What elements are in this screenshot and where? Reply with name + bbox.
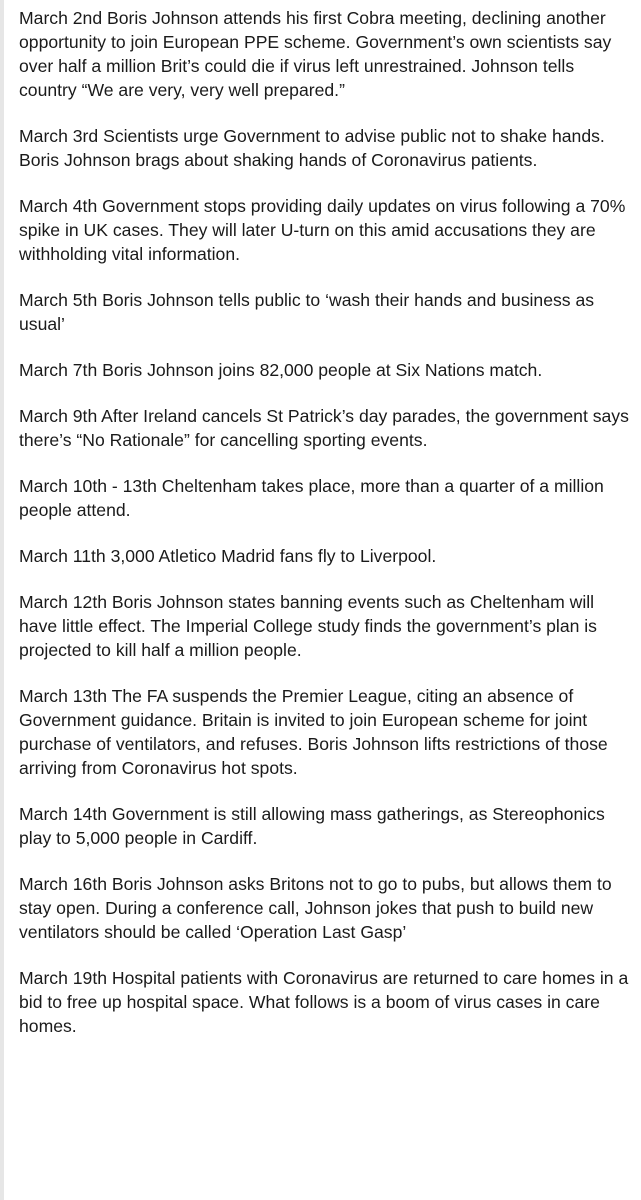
timeline-entry-march-14: March 14th Government is still allowing mass gatherings, as Stereophonics play to 5,000 people in Cardiff.: [19, 804, 605, 848]
timeline-entry-march-3: March 3rd Scientists urge Government to advise public not to shake hands. Boris Johnson brags about shaking hands of Coronavirus patients.: [19, 126, 605, 170]
timeline-entry-march-5: March 5th Boris Johnson tells public to ‘wash their hands and business as usual’: [19, 290, 595, 334]
timeline-entry-march-9: March 9th After Ireland cancels St Patrick’s day parades, the government says there’s “No Rationale” for cancelling sporting events.: [19, 406, 629, 450]
timeline-entry-march-10-13: March 10th - 13th Cheltenham takes place, more than a quarter of a million people attend.: [19, 476, 604, 520]
timeline-entry-march-11: March 11th 3,000 Atletico Madrid fans fly to Liverpool.: [19, 546, 437, 566]
timeline-entry-march-7: March 7th Boris Johnson joins 82,000 people at Six Nations match.: [19, 360, 543, 380]
timeline-text: [4, 0, 641, 1038]
timeline-entry-march-2: March 2nd Boris Johnson attends his first Cobra meeting, declining another opportunity to join European PPE scheme. Government’s own scientists say over half a million Brit’s could die if virus left unrestrained. Johnson tells country “We are very, very well prepared.”: [19, 8, 612, 100]
timeline-entry-march-12: March 12th Boris Johnson states banning events such as Cheltenham will have little effect. The Imperial College study finds the government’s plan is projected to kill half a million people.: [19, 592, 597, 660]
timeline-entry-march-19: March 19th Hospital patients with Coronavirus are returned to care homes in a bid to free up hospital space. What follows is a boom of virus cases in care homes.: [19, 968, 629, 1036]
timeline-entry-march-16: March 16th Boris Johnson asks Britons not to go to pubs, but allows them to stay open. During a conference call, Johnson jokes that push to build new ventilators should be called ‘Operation Last Gasp’: [19, 874, 612, 942]
timeline-entry-march-4: March 4th Government stops providing daily updates on virus following a 70% spike in UK cases. They will later U-turn on this amid accusations they are withholding vital information.: [19, 196, 626, 264]
timeline-entry-march-13: March 13th The FA suspends the Premier League, citing an absence of Government guidance. Britain is invited to join European scheme for joint purchase of ventilators, and refuses. Boris Johnson lifts restrictions of those arriving from Coronavirus hot spots.: [19, 686, 608, 778]
